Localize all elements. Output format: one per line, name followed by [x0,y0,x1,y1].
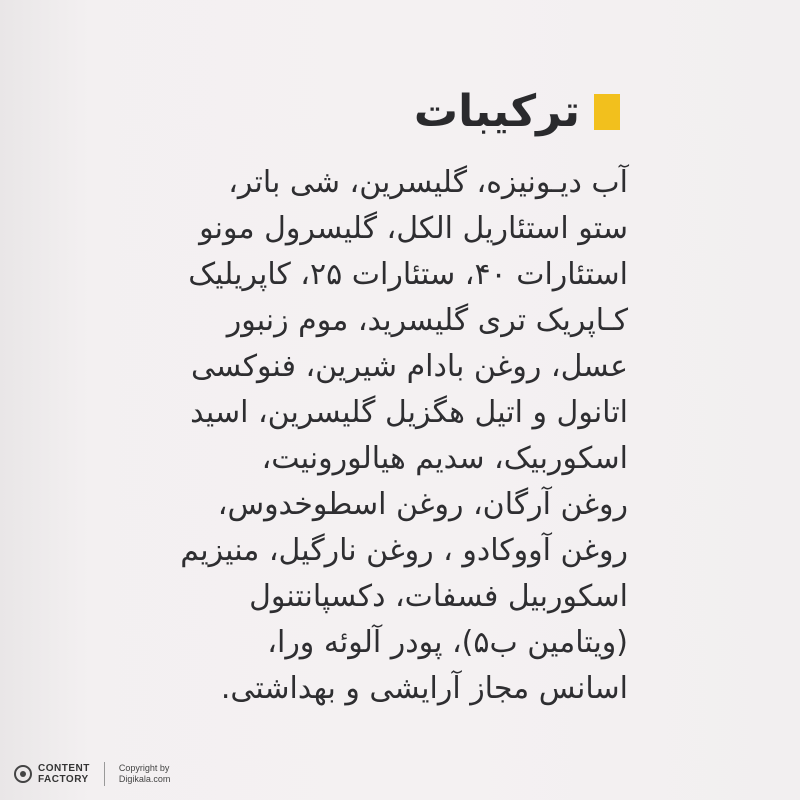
ingredients-line: عسل، روغن بادام شیرین، فنوکسی [190,349,628,384]
ingredients-line: کـاپریک تری گلیسرید، موم زنبور [226,303,628,338]
content-factory-logo [14,763,90,785]
logo-text-line2: FACTORY [38,774,89,785]
footer-divider [104,762,105,786]
copyright-line2: Digikala.com [118,774,171,784]
ingredients-line: اتانول و اتیل هگزیل گلیسرین، اسید [190,395,628,430]
ingredients-heading [414,88,620,136]
ingredients-line: اسکوربیک، سدیم هیالورونیت، [261,441,628,476]
ingredients-line: روغن آووکادو ، روغن نارگیل، منیزیم [180,533,628,568]
ingredients-line: روغن آرگان، روغن اسطوخدوس، [217,487,628,522]
watermark-footer [14,762,170,786]
ingredients-line: اسانس مجاز آرایشی و بهداشتی. [220,671,628,706]
page-title: ترکیبات [413,86,580,137]
ingredients-line: اسکوربیل فسفات، دکسپانتنول [249,579,628,614]
ingredients-text [168,160,628,712]
ingredients-line: (ویتامین ب۵)، پودر آلوئه ورا، [267,625,628,660]
ingredients-line: آب دیـونیزه، گلیسرین، شی باتر، [228,165,628,200]
copyright-line1: Copyright by [118,763,170,773]
heading-marker [594,94,620,130]
ingredients-line: ستو استئاریل الکل، گلیسرول مونو [199,211,628,246]
content-factory-icon [14,765,32,783]
ingredients-line: استئارات ۴۰، ستئارات ۲۵، کاپریلیک [188,257,628,292]
logo-text-line1: CONTENT [38,763,90,774]
label-edge-shadow [0,0,90,800]
copyright-text [119,763,171,785]
